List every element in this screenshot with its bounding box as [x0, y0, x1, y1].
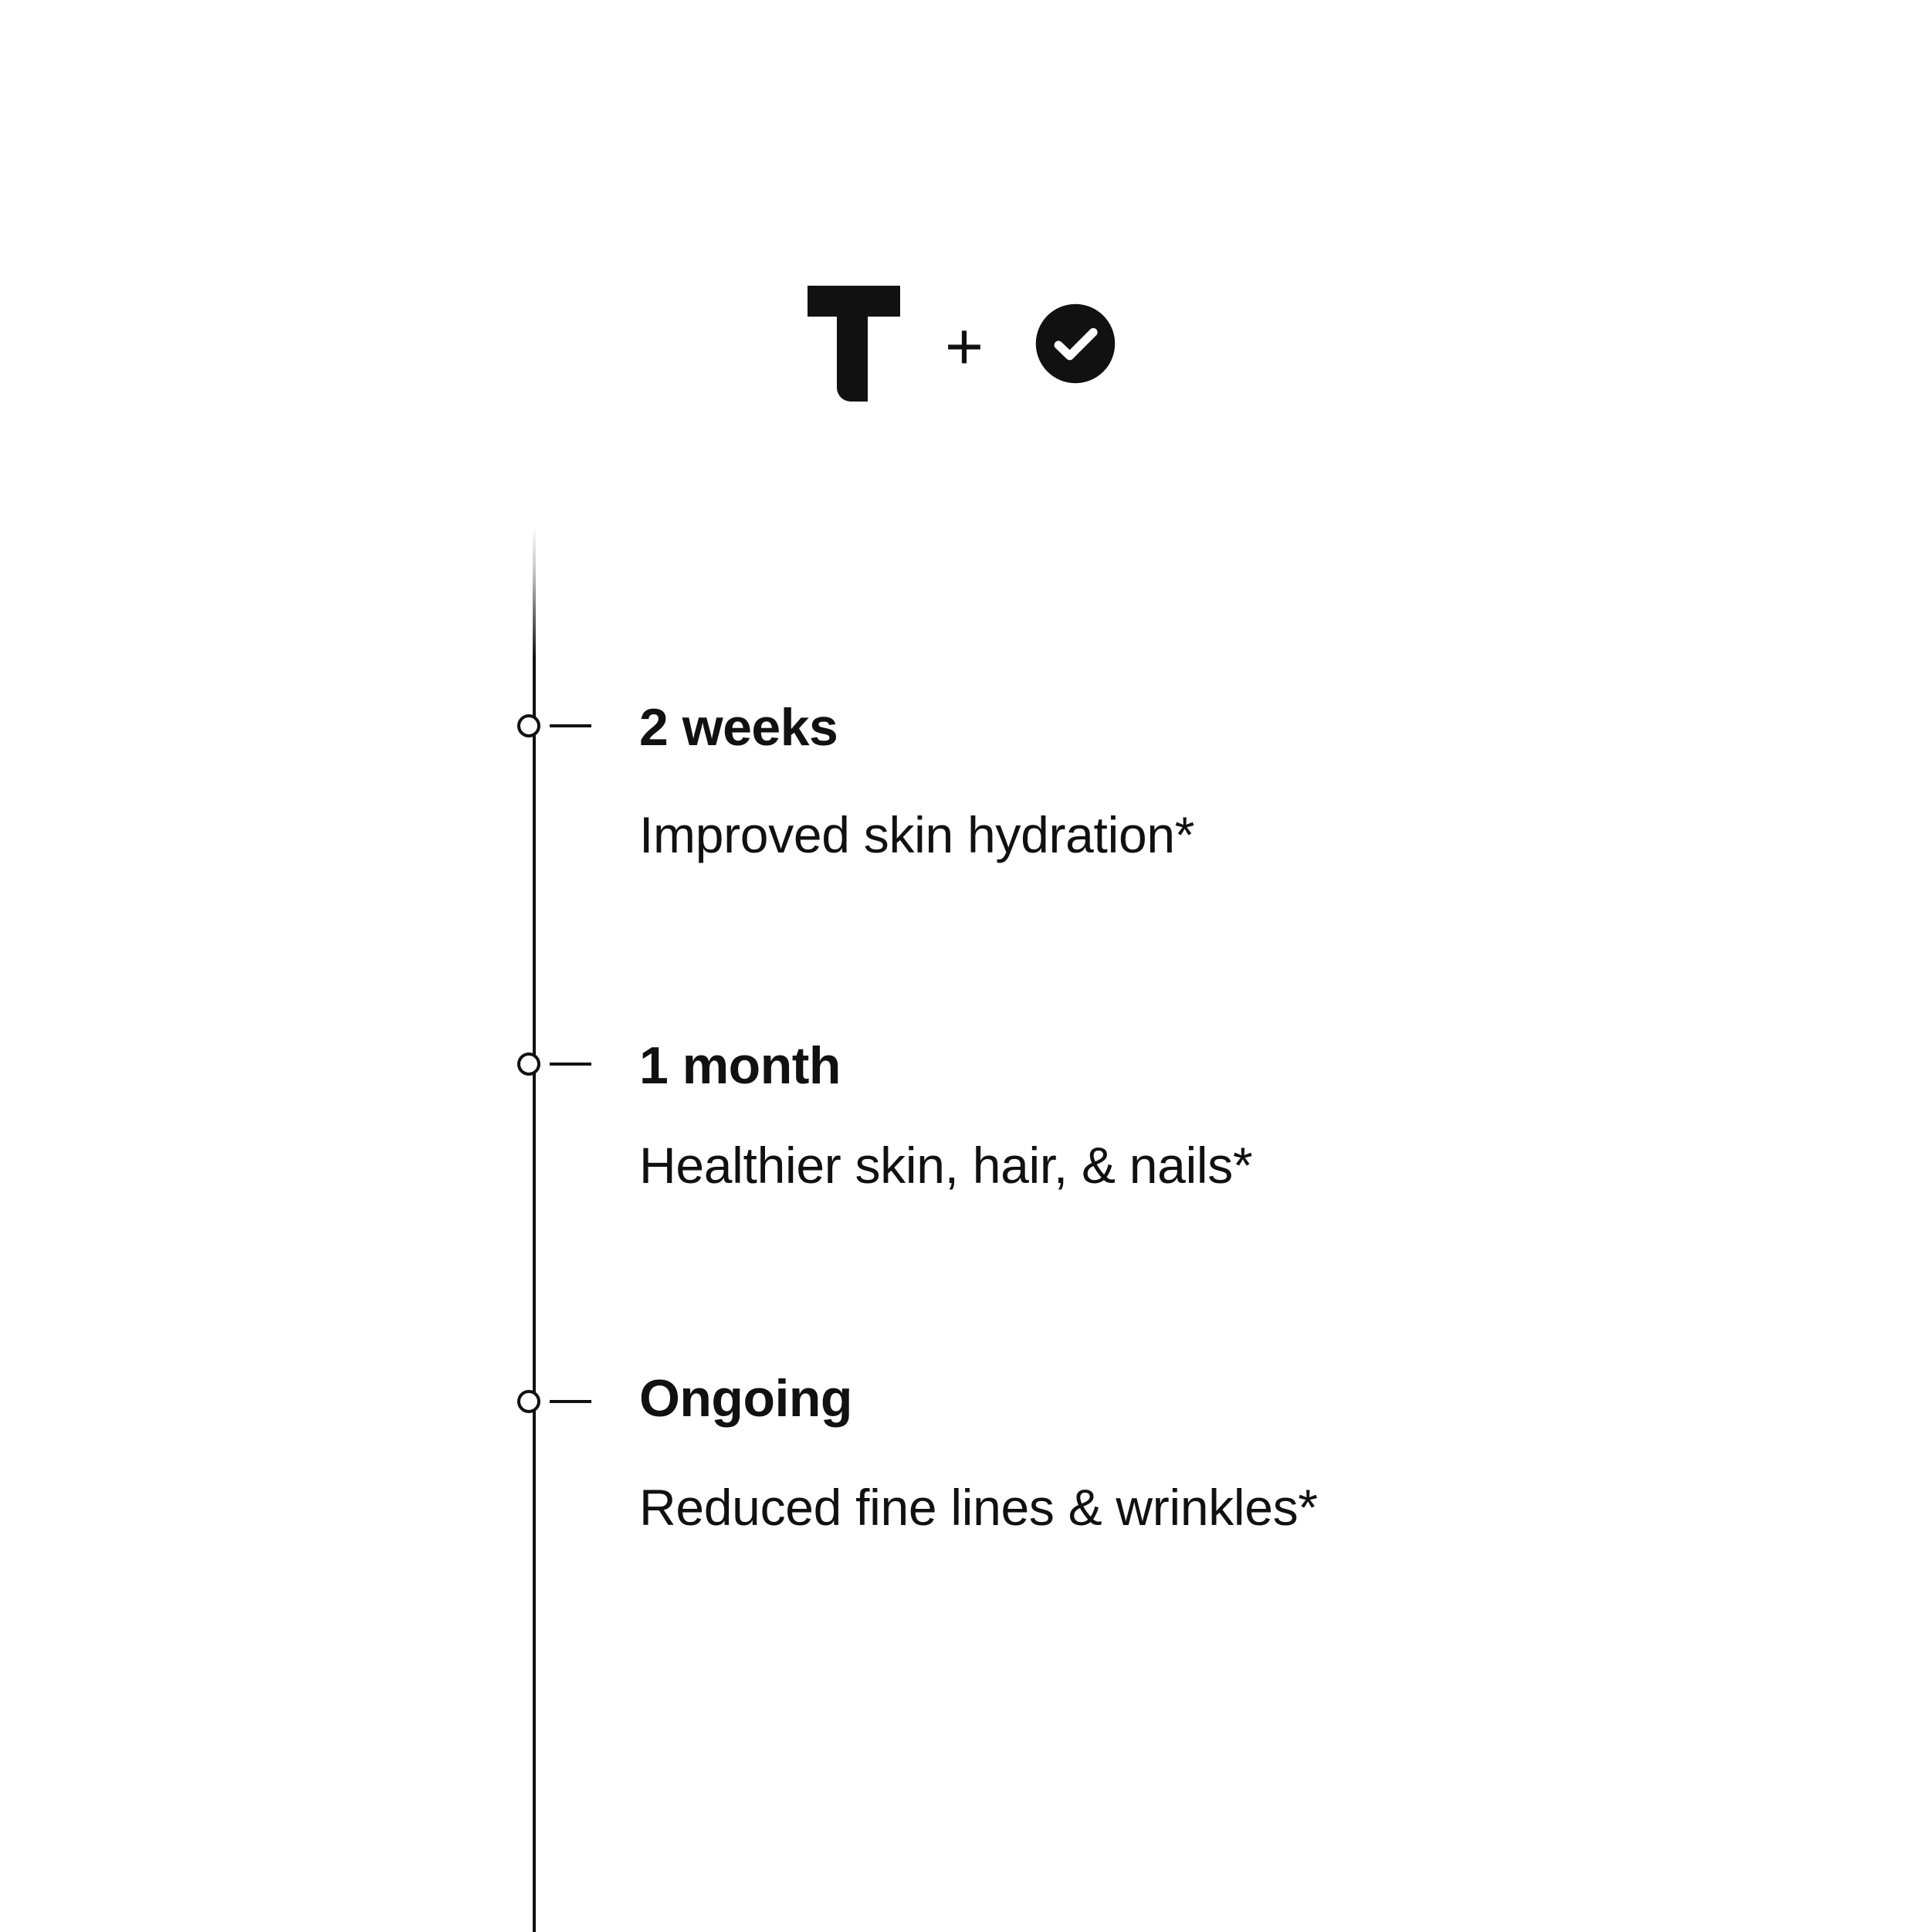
milestone-title: 1 month — [639, 1036, 841, 1095]
milestone-description: Reduced fine lines & wrinkles* — [639, 1479, 1318, 1536]
timeline-connector — [550, 1400, 591, 1403]
plus-symbol: + — [944, 310, 984, 384]
timeline-node-icon — [517, 1390, 540, 1413]
timeline-axis — [533, 527, 536, 1932]
timeline-node-icon — [517, 714, 540, 737]
milestone-title: Ongoing — [639, 1369, 852, 1428]
timeline-node-icon — [517, 1052, 540, 1076]
timeline-connector — [550, 1063, 591, 1066]
milestone-title: 2 weeks — [639, 698, 838, 757]
timeline-connector — [550, 724, 591, 727]
milestone-description: Healthier skin, hair, & nails* — [639, 1137, 1253, 1194]
milestone-description: Improved skin hydration* — [639, 806, 1195, 863]
